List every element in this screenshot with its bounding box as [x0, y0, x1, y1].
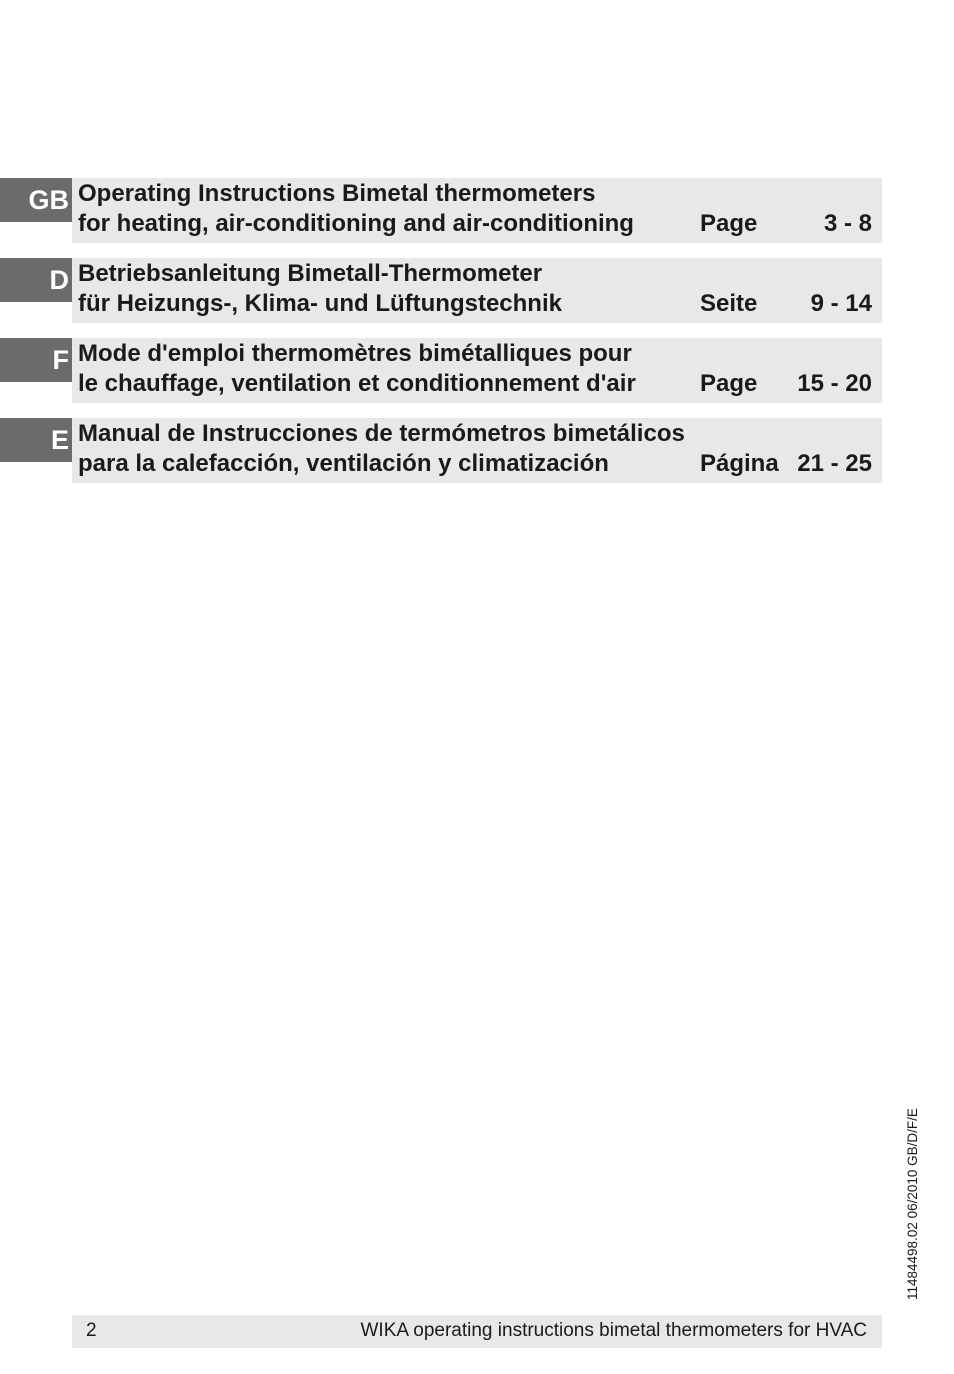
page-label: Página [700, 450, 779, 477]
toc-title-line1: Manual de Instrucciones de termómetros bimetálicos [78, 420, 685, 447]
page-range: 9 - 14 [810, 290, 872, 317]
toc-title-line1: Betriebsanleitung Bimetall-Thermometer [78, 260, 543, 287]
page-number: 2 [86, 1320, 97, 1341]
page-range: 3 - 8 [823, 210, 872, 237]
toc-entry-d [0, 258, 882, 323]
language-tag: E [0, 418, 72, 462]
language-tag: D [0, 258, 72, 302]
footer-title: WIKA operating instructions bimetal thermometers for HVAC [360, 1320, 867, 1341]
toc-entry-f [0, 338, 882, 403]
toc-title-line2: für Heizungs-, Klima- und Lüftungstechnik [78, 290, 562, 317]
toc-entry-box [72, 418, 882, 483]
toc-title-line1: Operating Instructions Bimetal thermometers [78, 180, 596, 207]
toc-title-line2: le chauffage, ventilation et conditionnement d'air [78, 370, 636, 397]
document-code: 11484498.02 06/2010 GB/D/F/E [905, 1108, 920, 1300]
toc-entry-box [72, 178, 882, 243]
toc-entry-gb [0, 178, 882, 243]
page-range: 15 - 20 [797, 370, 872, 397]
toc-title-line2: for heating, air-conditioning and air-conditioning [78, 210, 634, 237]
language-tag: GB [0, 178, 72, 222]
language-tag: F [0, 338, 72, 382]
page-label: Page [700, 210, 758, 237]
toc-entry-box [72, 338, 882, 403]
page-footer [72, 1315, 882, 1348]
page-label: Page [700, 370, 758, 397]
toc-entry-box [72, 258, 882, 323]
toc-title-line1: Mode d'emploi thermomètres bimétalliques pour [78, 340, 632, 367]
toc-title-line2: para la calefacción, ventilación y climatización [78, 450, 609, 477]
page-range: 21 - 25 [797, 450, 872, 477]
toc-entry-e [0, 418, 882, 483]
page-label: Seite [700, 290, 758, 317]
